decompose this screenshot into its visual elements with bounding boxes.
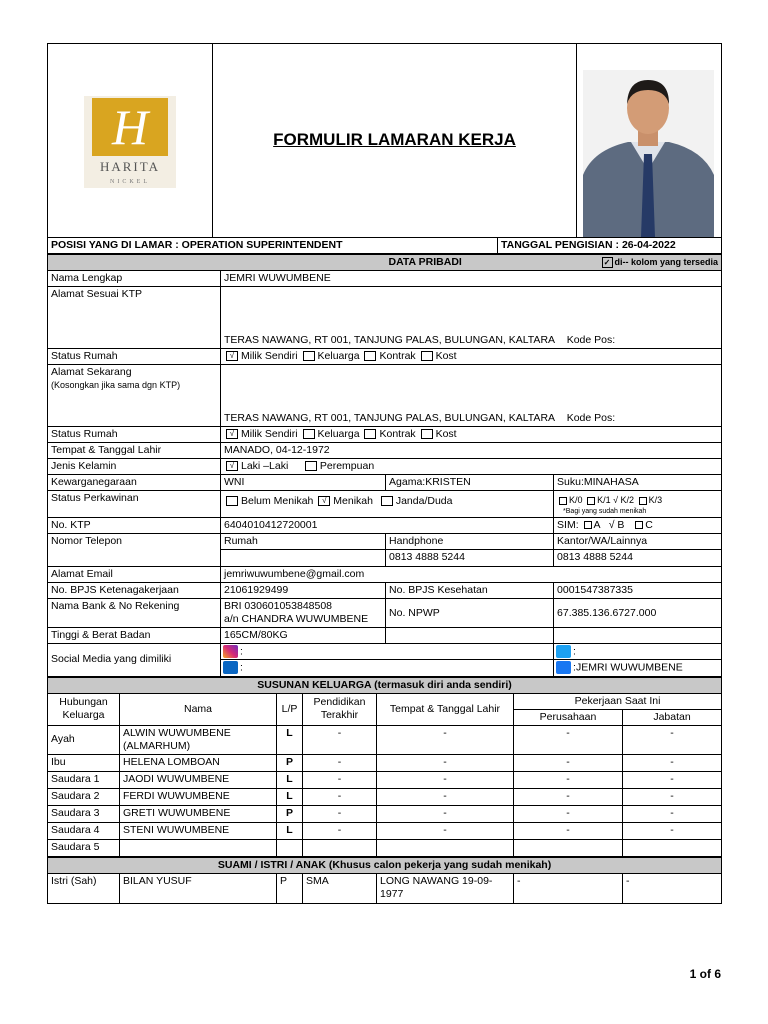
- checkbox-kontrak-2[interactable]: [364, 429, 376, 439]
- family-cell-birth[interactable]: -: [377, 788, 514, 805]
- gender-options: √ Laki –Laki Perempuan: [221, 459, 722, 475]
- header-job: Pekerjaan Saat Ini: [514, 693, 722, 709]
- family-cell-lp[interactable]: L: [277, 725, 303, 754]
- family-cell-edu[interactable]: -: [303, 788, 377, 805]
- logo-letter: H: [111, 99, 149, 155]
- value-phone-home[interactable]: [221, 550, 386, 567]
- checkbox-male[interactable]: √: [226, 461, 238, 471]
- logo-name: HARITA: [99, 159, 161, 174]
- family-rows: [48, 725, 722, 856]
- family-cell-co[interactable]: -: [514, 822, 623, 839]
- value-tribe[interactable]: Suku:MINAHASA: [554, 475, 722, 491]
- position-row: [47, 238, 722, 254]
- family-cell-edu[interactable]: [303, 839, 377, 856]
- family-cell-ti[interactable]: -: [623, 805, 722, 822]
- header-name: Nama: [120, 693, 277, 725]
- spouse-education[interactable]: SMA: [303, 873, 377, 903]
- house-status-options: √ Milik Sendiri Keluarga Kontrak Kost: [221, 349, 722, 365]
- label-house-status: Status Rumah: [48, 349, 221, 365]
- checkbox-milik-sendiri[interactable]: √: [226, 351, 238, 361]
- family-cell-name[interactable]: JAODI WUWUMBENE: [120, 771, 277, 788]
- family-cell-co[interactable]: -: [514, 725, 623, 754]
- header-birth: Tempat & Tanggal Lahir: [377, 693, 514, 725]
- label-bpjs-health: No. BPJS Kesehatan: [386, 583, 554, 599]
- family-cell-birth[interactable]: [377, 839, 514, 856]
- logo-emblem: [92, 98, 168, 156]
- checkbox-single[interactable]: [226, 496, 238, 506]
- family-cell-co[interactable]: -: [514, 754, 623, 771]
- checkbox-sim-a[interactable]: [584, 521, 592, 529]
- family-cell-rel: Saudara 2: [48, 788, 120, 805]
- photo-illustration: [583, 70, 714, 237]
- spouse-birth[interactable]: LONG NAWANG 19-09-1977: [377, 873, 514, 903]
- spouse-gender[interactable]: P: [277, 873, 303, 903]
- label-current-address: Alamat Sekarang (Kosongkan jika sama dgn KTP): [48, 365, 221, 427]
- form-title: FORMULIR LAMARAN KERJA: [273, 129, 516, 149]
- fill-date: TANGGAL PENGISIAN : 26-04-2022: [498, 238, 722, 254]
- family-cell-co[interactable]: -: [514, 788, 623, 805]
- section-title-personal: DATA PRIBADI: [386, 255, 554, 271]
- family-cell-ti[interactable]: -: [623, 754, 722, 771]
- family-cell-rel: Ayah: [48, 725, 120, 754]
- social-linkedin[interactable]: :: [221, 660, 554, 676]
- family-cell-lp[interactable]: L: [277, 788, 303, 805]
- family-cell-edu[interactable]: -: [303, 754, 377, 771]
- family-cell-co[interactable]: [514, 839, 623, 856]
- checkbox-female[interactable]: [305, 461, 317, 471]
- table-row: [48, 805, 722, 822]
- title-cell: [213, 44, 577, 238]
- label-gender: Jenis Kelamin: [48, 459, 221, 475]
- value-phone-office[interactable]: 0813 4888 5244: [554, 550, 722, 567]
- checkbox-k1[interactable]: [587, 497, 595, 505]
- section-personal: [48, 255, 722, 271]
- family-table: [47, 677, 722, 857]
- family-cell-ti[interactable]: -: [623, 725, 722, 754]
- family-cell-birth[interactable]: -: [377, 771, 514, 788]
- label-phone-home: Rumah: [221, 534, 386, 550]
- header-education: Pendidikan Terakhir: [303, 693, 377, 725]
- checkbox-married[interactable]: √: [318, 496, 330, 506]
- linkedin-icon: [223, 661, 238, 674]
- label-ktp-address: Alamat Sesuai KTP: [48, 287, 221, 349]
- value-npwp[interactable]: 67.385.136.6727.000: [554, 599, 722, 628]
- label-npwp: No. NPWP: [386, 599, 554, 628]
- dependents-options: K/0 K/1 √ K/2 K/3 *Bagi yang sudah menikah: [554, 491, 722, 518]
- value-nationality[interactable]: WNI: [221, 475, 386, 491]
- family-cell-name[interactable]: [120, 839, 277, 856]
- header-company: Perusahaan: [514, 709, 623, 725]
- value-bpjs-health[interactable]: 0001547387335: [554, 583, 722, 599]
- family-cell-edu[interactable]: -: [303, 771, 377, 788]
- spouse-company[interactable]: -: [514, 873, 623, 903]
- section-title-spouse: SUAMI / ISTRI / ANAK (Khusus calon pekerja yang sudah menikah): [48, 857, 722, 873]
- family-cell-name[interactable]: STENI WUWUMBENE: [120, 822, 277, 839]
- family-cell-edu[interactable]: -: [303, 725, 377, 754]
- marital-options: Belum Menikah √ Menikah Janda/Duda: [221, 491, 554, 518]
- checkbox-keluarga-2[interactable]: [303, 429, 315, 439]
- family-cell-rel: Saudara 1: [48, 771, 120, 788]
- checkbox-milik-sendiri-2[interactable]: √: [226, 429, 238, 439]
- family-cell-edu[interactable]: -: [303, 805, 377, 822]
- family-cell-ti[interactable]: -: [623, 788, 722, 805]
- harita-logo: [84, 96, 176, 188]
- social-instagram[interactable]: :: [221, 644, 554, 660]
- label-phone-office: Kantor/WA/Lainnya: [554, 534, 722, 550]
- value-ktp-number[interactable]: 6404010412720001: [221, 518, 554, 534]
- label-phone: Nomor Telepon: [48, 534, 221, 567]
- table-row: [48, 754, 722, 771]
- family-cell-lp[interactable]: P: [277, 754, 303, 771]
- checked-k2[interactable]: √ K/2: [613, 495, 635, 505]
- family-cell-lp[interactable]: L: [277, 771, 303, 788]
- checked-sim-b[interactable]: √ B: [608, 519, 625, 531]
- label-birth: Tempat & Tanggal Lahir: [48, 443, 221, 459]
- family-cell-lp[interactable]: L: [277, 822, 303, 839]
- family-cell-rel: Saudara 5: [48, 839, 120, 856]
- checkbox-k3[interactable]: [639, 497, 647, 505]
- value-name[interactable]: JEMRI WUWUMBENE: [221, 271, 722, 287]
- family-cell-edu[interactable]: -: [303, 822, 377, 839]
- social-twitter[interactable]: :: [554, 644, 722, 660]
- spouse-title[interactable]: -: [623, 873, 722, 903]
- label-email: Alamat Email: [48, 567, 221, 583]
- family-cell-birth[interactable]: -: [377, 822, 514, 839]
- family-cell-name[interactable]: ALWIN WUWUMBENE (ALMARHUM): [120, 725, 277, 754]
- label-marital: Status Perkawinan: [48, 491, 221, 518]
- dependents-note: *Bagi yang sudah menikah: [563, 508, 647, 515]
- value-height-weight[interactable]: 165CM/80KG: [221, 628, 386, 644]
- sim-options: SIM: A √ B C: [554, 518, 722, 534]
- value-phone-hp[interactable]: 0813 4888 5244: [386, 550, 554, 567]
- header-title: Jabatan: [623, 709, 722, 725]
- family-cell-lp[interactable]: P: [277, 805, 303, 822]
- header-gender: L/P: [277, 693, 303, 725]
- section-title-family: SUSUNAN KELUARGA (termasuk diri anda sendiri): [48, 677, 722, 693]
- checkbox-k0[interactable]: [559, 497, 567, 505]
- family-cell-ti[interactable]: -: [623, 771, 722, 788]
- checkbox-note: ✓ di-- kolom yang tersedia: [554, 255, 722, 271]
- label-bpjs-employment: No. BPJS Ketenagakerjaan: [48, 583, 221, 599]
- personal-data-table: [47, 254, 722, 677]
- spouse-relation: Istri (Sah): [48, 873, 120, 903]
- family-cell-rel: Saudara 3: [48, 805, 120, 822]
- form-header: [47, 43, 722, 238]
- value-bank[interactable]: BRI 030601053848508 a/n CHANDRA WUWUMBENE: [221, 599, 386, 628]
- instagram-icon: [223, 645, 238, 658]
- value-ktp-address[interactable]: TERAS NAWANG, RT 001, TANJUNG PALAS, BULUNGAN, KALTARA Kode Pos:: [221, 287, 722, 349]
- family-cell-name[interactable]: GRETI WUWUMBENE: [120, 805, 277, 822]
- label-phone-hp: Handphone: [386, 534, 554, 550]
- label-nationality: Kewarganegaraan: [48, 475, 221, 491]
- family-cell-birth[interactable]: -: [377, 725, 514, 754]
- checkbox-kontrak[interactable]: [364, 351, 376, 361]
- checkbox-widowed[interactable]: [381, 496, 393, 506]
- family-cell-name[interactable]: FERDI WUWUMBENE: [120, 788, 277, 805]
- logo-sub: NICKEL: [110, 179, 150, 185]
- checkbox-sim-c[interactable]: [635, 521, 643, 529]
- position-applied: POSISI YANG DI LAMAR : OPERATION SUPERINTENDENT: [48, 238, 498, 254]
- family-cell-rel: Saudara 4: [48, 822, 120, 839]
- family-cell-lp[interactable]: [277, 839, 303, 856]
- label-bank: Nama Bank & No Rekening: [48, 599, 221, 628]
- family-cell-co[interactable]: -: [514, 805, 623, 822]
- label-name: Nama Lengkap: [48, 271, 221, 287]
- family-cell-birth[interactable]: -: [377, 805, 514, 822]
- value-current-address[interactable]: TERAS NAWANG, RT 001, TANJUNG PALAS, BULUNGAN, KALTARA Kode Pos:: [221, 365, 722, 427]
- checkbox-kost-2[interactable]: [421, 429, 433, 439]
- value-birth[interactable]: MANADO, 04-12-1972: [221, 443, 722, 459]
- table-row: [48, 771, 722, 788]
- logo-cell: [48, 44, 213, 238]
- applicant-photo: [583, 70, 714, 237]
- check-icon: ✓: [602, 257, 613, 268]
- value-email[interactable]: jemriwuwumbene@gmail.com: [221, 567, 722, 583]
- checkbox-kost[interactable]: [421, 351, 433, 361]
- house-status-options-2: √ Milik Sendiri Keluarga Kontrak Kost: [221, 427, 722, 443]
- checkbox-keluarga[interactable]: [303, 351, 315, 361]
- header-relation: Hubungan Keluarga: [48, 693, 120, 725]
- table-row: [48, 788, 722, 805]
- application-form: [47, 43, 721, 904]
- family-cell-birth[interactable]: -: [377, 754, 514, 771]
- page-number: 1 of 6: [689, 967, 721, 981]
- family-cell-name[interactable]: HELENA LOMBOAN: [120, 754, 277, 771]
- label-social-media: Social Media yang dimiliki: [48, 644, 221, 677]
- table-row: [48, 822, 722, 839]
- value-bpjs-employment[interactable]: 21061929499: [221, 583, 386, 599]
- social-facebook[interactable]: :JEMRI WUWUMBENE: [554, 660, 722, 676]
- value-religion[interactable]: Agama:KRISTEN: [386, 475, 554, 491]
- label-ktp-number: No. KTP: [48, 518, 221, 534]
- family-cell-rel: Ibu: [48, 754, 120, 771]
- family-cell-co[interactable]: -: [514, 771, 623, 788]
- family-cell-ti[interactable]: [623, 839, 722, 856]
- spouse-name[interactable]: BILAN YUSUF: [120, 873, 277, 903]
- family-cell-ti[interactable]: -: [623, 822, 722, 839]
- twitter-icon: [556, 645, 571, 658]
- table-row: [48, 839, 722, 856]
- table-row: [48, 725, 722, 754]
- spouse-table: [47, 857, 722, 904]
- label-height-weight: Tinggi & Berat Badan: [48, 628, 221, 644]
- label-house-status-2: Status Rumah: [48, 427, 221, 443]
- facebook-icon: [556, 661, 571, 674]
- photo-cell: [577, 44, 722, 238]
